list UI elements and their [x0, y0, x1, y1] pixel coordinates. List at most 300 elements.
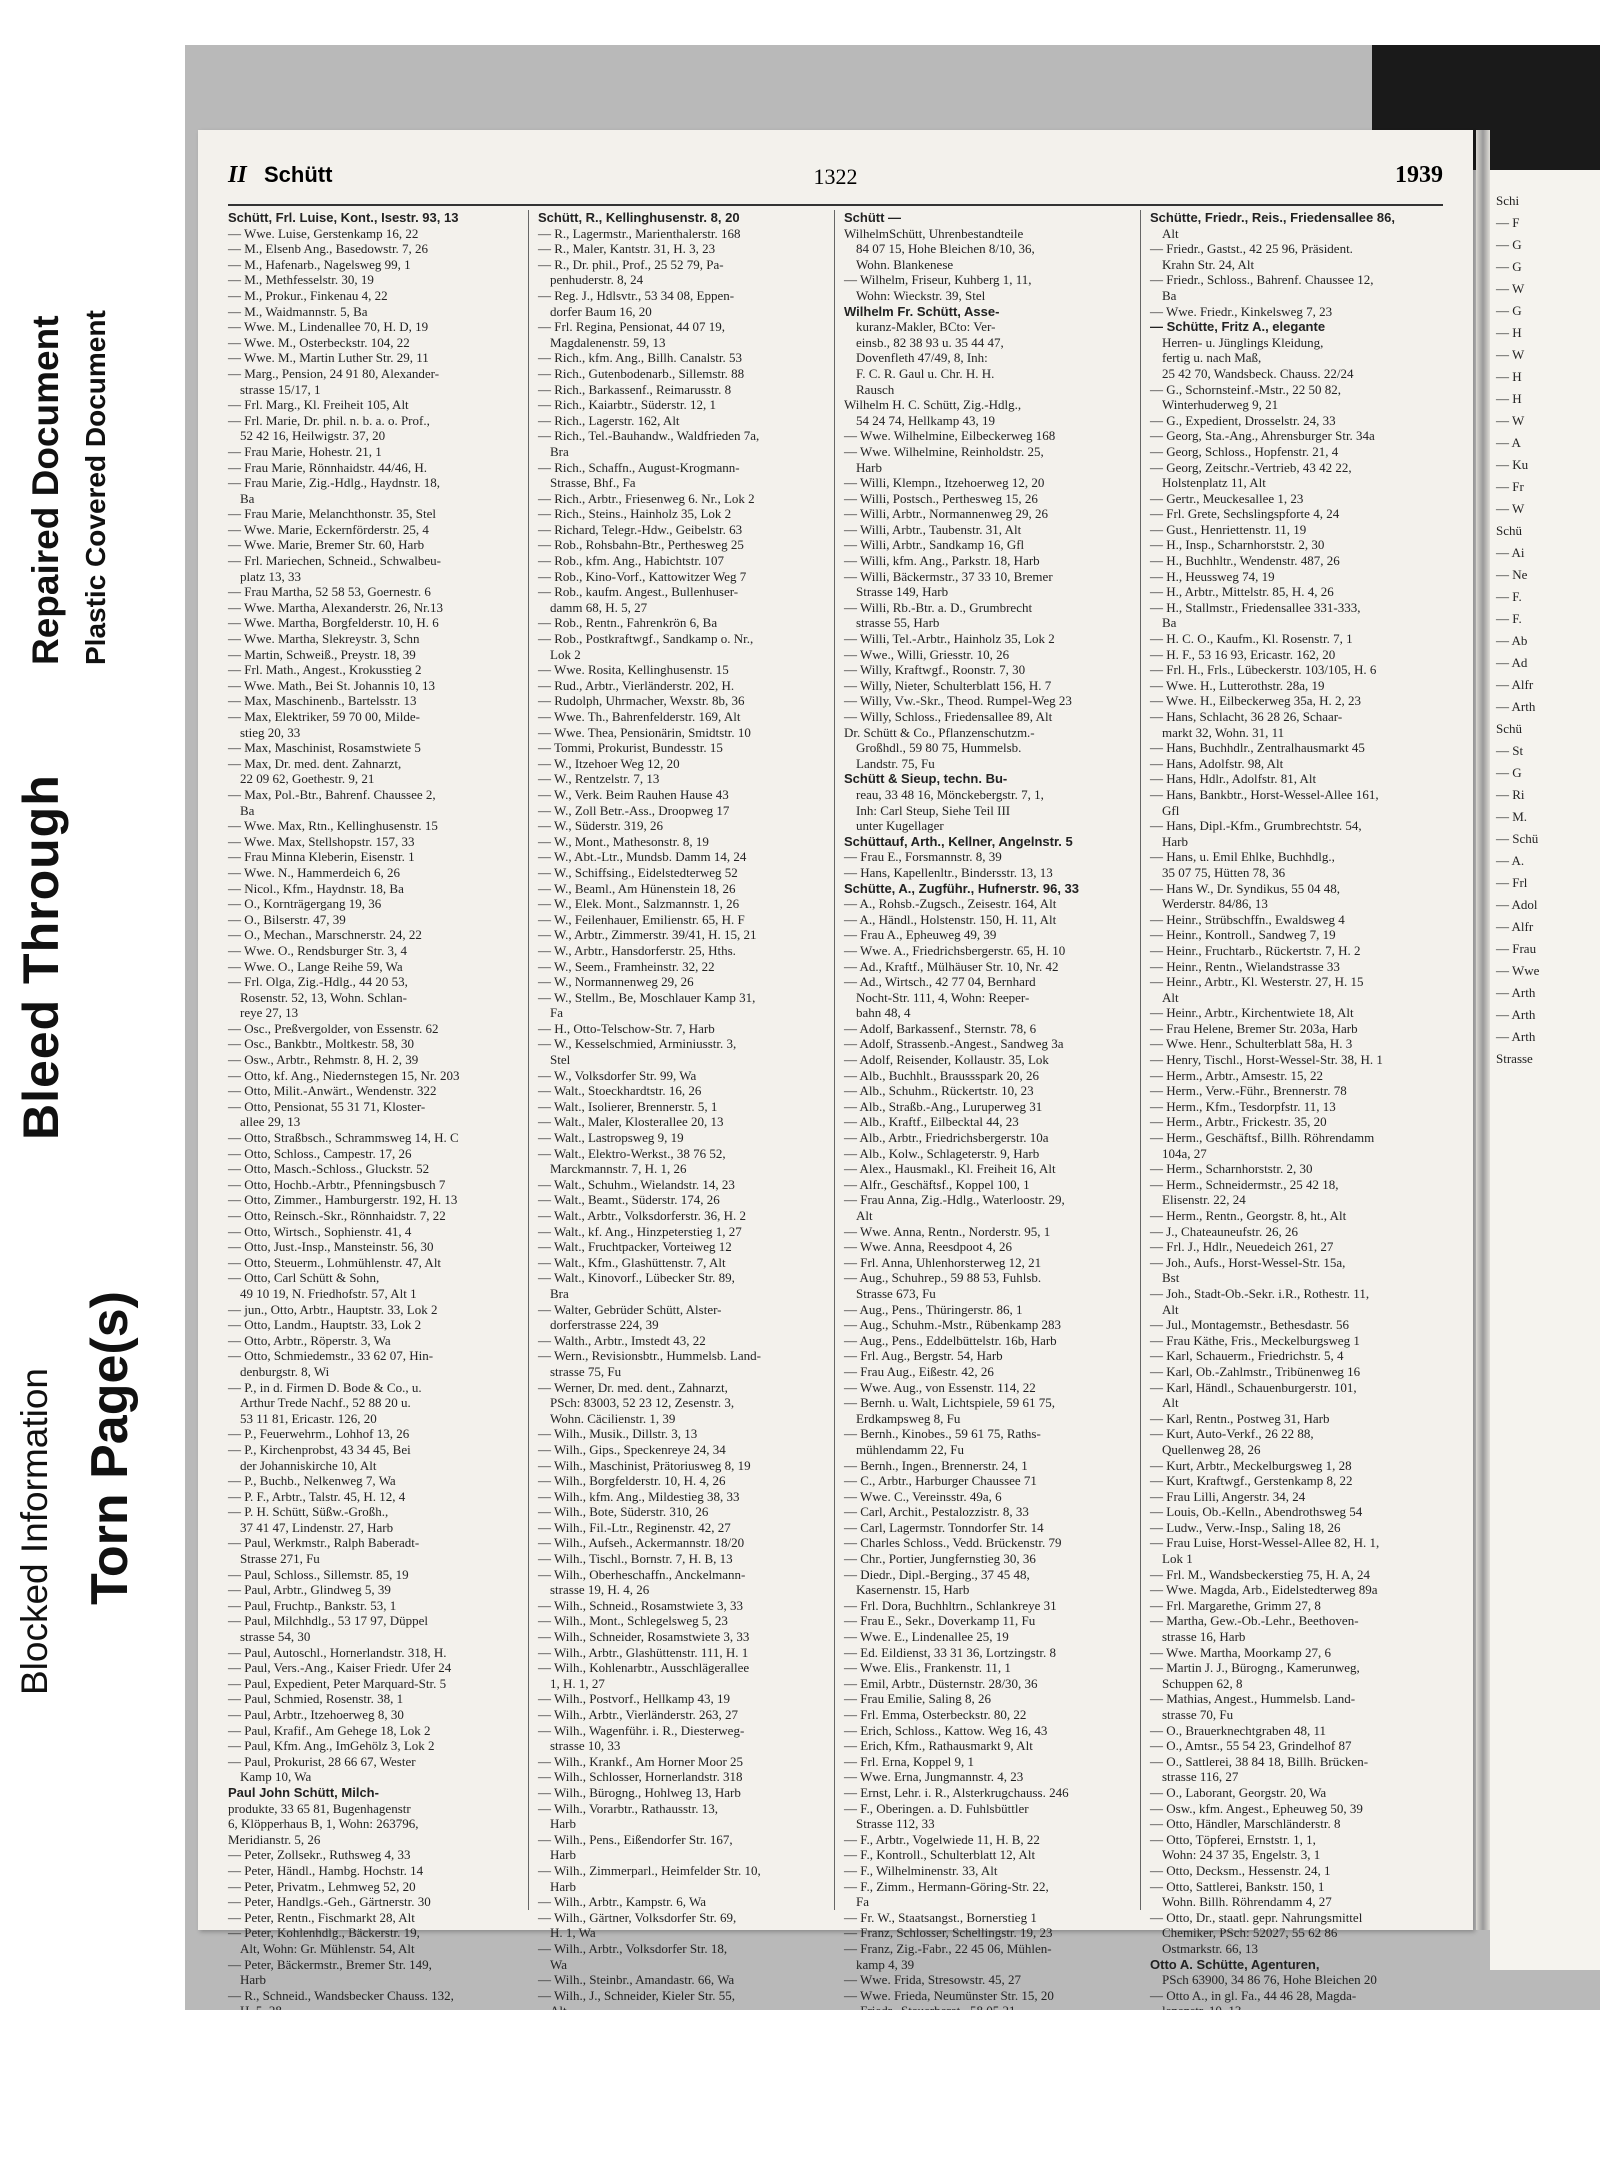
directory-entry: — Rich., Tel.-Bauhandw., Waldfrieden 7a,: [538, 428, 760, 444]
directory-entry: 104a, 27: [1162, 1145, 1207, 1161]
directory-entry: — Frl. Margarethe, Grimm 27, 8: [1150, 1597, 1321, 1613]
facing-page-line: Strasse: [1496, 1051, 1533, 1066]
directory-entry: — Otto, Landm., Hauptstr. 33, Lok 2: [228, 1317, 422, 1333]
directory-entry: — Kurt, Arbtr., Meckelburgsweg 1, 28: [1150, 1457, 1352, 1473]
directory-entry: Quellenweg 28, 26: [1162, 1441, 1261, 1457]
directory-entry: — Wilh., Aufseh., Ackermannstr. 18/20: [538, 1535, 745, 1551]
directory-entry: Wohn. Billh. Röhrendamm 4, 27: [1162, 1894, 1332, 1910]
directory-entry: — Wwe. Rosita, Kellinghusenstr. 15: [538, 662, 729, 678]
directory-entry: — Wilh., Maschinist, Prätoriusweg 8, 19: [538, 1457, 751, 1473]
directory-entry: — W., Zoll Betr.-Ass., Droopweg 17: [538, 802, 730, 818]
directory-entry: — Wwe. Magda, Arb., Eidelstedterweg 89a: [1150, 1582, 1378, 1598]
directory-entry: — Wwe. Aug., von Essenstr. 114, 22: [844, 1379, 1036, 1395]
directory-entry: — Bernh., Kinobes., 59 61 75, Raths-: [844, 1426, 1041, 1442]
directory-entry: — Paul, Prokurist, 28 66 67, Wester: [228, 1753, 416, 1769]
directory-entry: stieg 20, 33: [240, 724, 301, 740]
directory-entry: — Aug., Schuhrep., 59 88 53, Fuhlsb.: [844, 1270, 1042, 1286]
facing-page-line: — F.: [1496, 611, 1522, 626]
directory-entry: Harb: [856, 459, 882, 475]
directory-entry: — H., Stallmstr., Friedensallee 331-333,: [1150, 599, 1361, 615]
directory-entry: Bra: [550, 1285, 569, 1301]
bottom-margin: [0, 2010, 1600, 2177]
directory-entry: Herren- u. Jünglings Kleidung,: [1162, 334, 1324, 350]
directory-entry: — Wwe. H., Lutterothstr. 28a, 19: [1150, 677, 1325, 693]
directory-entry: — Wilh., Schneider, Rosamstwiete 3, 33: [538, 1629, 750, 1645]
directory-entry: — Wilh., Arbtr., Glashüttenstr. 111, H. 1: [538, 1644, 749, 1660]
column-1: [228, 210, 513, 2003]
directory-entry: Schütt, R., Kellinghusenstr. 8, 20: [538, 210, 740, 225]
directory-entry: — Georg, Schloss., Hopfenstr. 21, 4: [1150, 443, 1339, 459]
directory-entry: — Otto A., in gl. Fa., 44 46 28, Magda-: [1150, 1987, 1357, 2003]
directory-entry: — Tommi, Prokurist, Bundesstr. 15: [538, 740, 723, 756]
directory-entry: Ba: [240, 802, 255, 818]
directory-entry: — O., Mechan., Marschnerstr. 24, 22: [228, 927, 422, 943]
directory-entry: — O., Sattlerei, 38 84 18, Billh. Brücken-: [1150, 1753, 1369, 1769]
directory-entry: — H., Otto-Telschow-Str. 7, Harb: [538, 1020, 715, 1036]
facing-page-line: — Wwe: [1496, 963, 1540, 978]
directory-entry: — Willy, Kraftwgf., Roonstr. 7, 30: [844, 662, 1026, 678]
directory-entry: — Carl, Archit., Pestalozzistr. 8, 33: [844, 1504, 1029, 1520]
directory-entry: — H., Heussweg 74, 19: [1150, 568, 1275, 584]
directory-entry: F. C. R. Gaul u. Chr. H. H.: [856, 365, 995, 381]
directory-entry: 25 42 70, Wandsbeck. Chauss. 22/24: [1162, 365, 1354, 381]
directory-entry: Strasse 271, Fu: [240, 1551, 320, 1567]
facing-page-line: — Fr: [1496, 479, 1524, 494]
column-divider: [528, 210, 529, 1910]
directory-entry: — Wilh., Bürogng., Hohlweg 13, Harb: [538, 1784, 741, 1800]
directory-entry: — Wilh., Fil.-Ltr., Reginenstr. 42, 27: [538, 1519, 731, 1535]
directory-entry: — Willi, Arbtr., Normannenweg 29, 26: [844, 506, 1048, 522]
directory-entry: Wa: [550, 1956, 567, 1972]
directory-entry: — Frl. M., Wandsbeckerstieg 75, H. A, 24: [1150, 1566, 1371, 1582]
directory-entry: — Wwe. Erna, Jungmannstr. 4, 23: [844, 1769, 1024, 1785]
directory-entry: — Wwe. Martha, Slekreystr. 3, Schn: [228, 631, 420, 647]
directory-entry: — Willi, Klempn., Itzehoerweg 12, 20: [844, 475, 1045, 491]
directory-entry: — Hans, Dipl.-Kfm., Grumbrechtstr. 54,: [1150, 818, 1362, 834]
directory-entry: — Peter, Privatm., Lehmweg 52, 20: [228, 1878, 416, 1894]
directory-entry: — Walt., Maler, Klosterallee 20, 13: [538, 1114, 724, 1130]
directory-entry: — Max, Elektriker, 59 70 00, Milde-: [228, 709, 420, 724]
facing-page-line: — H: [1496, 325, 1522, 340]
directory-entry: — Louis, Ob.-Kelln., Abendrothsweg 54: [1150, 1504, 1363, 1520]
facing-page-line: — Ku: [1496, 457, 1529, 472]
directory-entry: — Franz, Schlosser, Schellingstr. 19, 23: [844, 1925, 1053, 1941]
directory-entry: mühlendamm 22, Fu: [856, 1441, 964, 1457]
column-divider: [834, 210, 835, 1910]
directory-entry: Schütt & Sieup, techn. Bu-: [844, 771, 1008, 787]
directory-page: [198, 130, 1473, 2003]
directory-entry: — O., Brauerknechtgraben 48, 11: [1150, 1722, 1327, 1738]
columns-area: [228, 210, 1443, 2003]
directory-entry: — Herm., Verw.-Führ., Brennerstr. 78: [1150, 1083, 1347, 1099]
directory-entry: — Ernst, Lehr. i. R., Alsterkrugchauss. 246: [844, 1784, 1069, 1800]
directory-entry: — Paul, Autoschl., Hornerlandstr. 318, H.: [228, 1644, 447, 1660]
directory-entry: — Willi, Arbtr., Sandkamp 16, Gfl: [844, 537, 1025, 553]
directory-entry: — Frl. Mariechen, Schneid., Schwalbeu-: [228, 553, 442, 569]
directory-entry: — Frau Helene, Bremer Str. 203a, Harb: [1150, 1020, 1358, 1036]
directory-entry: — Walth., Arbtr., Imstedt 43, 22: [538, 1332, 706, 1348]
directory-entry: — H., Arbtr., Mittelstr. 85, H. 4, 26: [1150, 584, 1334, 600]
facing-page-line: — Frau: [1496, 941, 1537, 956]
directory-entry: — Paul, Expedient, Peter Marquard-Str. 5: [228, 1675, 447, 1691]
directory-entry: — Willy, Nieter, Schulterblatt 156, H. 7: [844, 677, 1052, 693]
directory-entry: — W., Arbtr., Hansdorferstr. 25, Hths.: [538, 942, 736, 958]
facing-page-line: — Arth: [1496, 1007, 1536, 1022]
directory-entry: Alt: [1162, 1395, 1179, 1411]
directory-entry: — Osw., kfm. Angest., Epheuweg 50, 39: [1150, 1800, 1363, 1816]
directory-entry: — Martin J. J., Bürogng., Kamerunweg,: [1150, 1660, 1360, 1676]
directory-entry: — Heinr., Rentn., Wielandstrasse 33: [1150, 958, 1340, 974]
directory-entry: — Willi, Rb.-Btr. a. D., Grumbrecht: [844, 599, 1033, 615]
directory-entry: Landstr. 75, Fu: [856, 755, 935, 771]
directory-entry: — Otto, Just.-Insp., Mansteinstr. 56, 30: [228, 1239, 434, 1255]
directory-entry: Dovenfleth 47/49, 8, Inh:: [856, 350, 988, 366]
directory-entry: — Otto, Schloss., Campestr. 17, 26: [228, 1145, 412, 1161]
facing-page-line: — Frl: [1496, 875, 1528, 890]
directory-entry: Fa: [856, 1894, 869, 1910]
directory-entry: reye 27, 13: [240, 1005, 299, 1021]
directory-entry: — Peter, Zollsekr., Ruthsweg 4, 33: [228, 1847, 411, 1863]
directory-entry: Lok 2: [550, 646, 581, 662]
directory-entry: — C., Arbtr., Harburger Chaussee 71: [844, 1473, 1037, 1489]
directory-entry: — Charles Schloss., Vedd. Brückenstr. 79: [844, 1535, 1062, 1551]
directory-entry: — Otto, Milit.-Anwärt., Wendenstr. 322: [228, 1083, 437, 1099]
directory-entry: — Karl, Händl., Schauenburgerstr. 101,: [1150, 1379, 1357, 1395]
directory-entry: Schüttauf, Arth., Kellner, Angelnstr. 5: [844, 833, 1073, 849]
directory-entry: — Reg. J., Hdlsvtr., 53 34 08, Eppen-: [538, 287, 735, 303]
column-divider: [1140, 210, 1141, 1910]
directory-entry: — Paul, Schloss., Sillemstr. 85, 19: [228, 1566, 409, 1582]
directory-entry: — W., Normannenweg 29, 26: [538, 974, 694, 990]
column-4: [1150, 210, 1435, 2003]
directory-entry: — Otto, Arbtr., Röperstr. 3, Wa: [228, 1332, 391, 1348]
directory-entry: dorferstrasse 224, 39: [550, 1317, 659, 1333]
directory-entry: — Willy, Vw.-Skr., Theod. Rumpel-Weg 23: [844, 693, 1072, 709]
facing-page-line: — Adol: [1496, 897, 1538, 912]
directory-entry: — F., Oberingen. a. D. Fuhlsbüttler: [844, 1800, 1029, 1816]
directory-entry: Alt: [1162, 225, 1179, 241]
directory-entry: — Aug., Schuhm.-Mstr., Rübenkamp 283: [844, 1317, 1062, 1333]
facing-page-line: — Arth: [1496, 985, 1536, 1000]
facing-page-line: — H: [1496, 391, 1522, 406]
directory-entry: — Alb., Straßb.-Ang., Luruperweg 31: [844, 1098, 1043, 1114]
directory-entry: — Otto, Pensionat, 55 31 71, Kloster-: [228, 1098, 426, 1114]
directory-entry: — Frl. Dora, Buchhltrn., Schlankreye 31: [844, 1597, 1057, 1613]
directory-entry: — O., Amtsr., 55 54 23, Grindelhof 87: [1150, 1738, 1352, 1754]
directory-entry: — Max, Maschinenb., Bartelsstr. 13: [228, 693, 417, 709]
directory-entry: — Herm., Arbtr., Amsestr. 15, 22: [1150, 1067, 1323, 1083]
facing-page-line: — Ab: [1496, 633, 1528, 648]
directory-entry: — Wwe. Friedr., Kinkelsweg 7, 23: [1150, 303, 1333, 319]
directory-entry: Schütt, Frl. Luise, Kont., Isestr. 93, 13: [228, 210, 459, 225]
directory-entry: — Jul., Montagemstr., Bethesdastr. 56: [1150, 1317, 1349, 1333]
volume-number: II: [228, 162, 247, 188]
directory-entry: — Frau Marie, Hohestr. 21, 1: [228, 443, 382, 459]
directory-entry: Alt: [856, 1208, 873, 1223]
directory-entry: — W., Stellm., Be, Moschlauer Kamp 31,: [538, 989, 756, 1005]
facing-page-line: — Alfr: [1496, 919, 1534, 934]
directory-entry: — Joh., Aufs., Horst-Wessel-Str. 15a,: [1150, 1254, 1346, 1270]
directory-entry: — Martin, Schweiß., Preystr. 18, 39: [228, 646, 416, 662]
directory-entry: — Walt., Schuhm., Wielandstr. 14, 23: [538, 1176, 735, 1192]
directory-entry: — Alb., Schuhm., Rückertstr. 10, 23: [844, 1083, 1034, 1099]
directory-entry: strasse 55, Harb: [856, 615, 940, 631]
directory-entry: — Wilh., Steinbr., Amandastr. 66, Wa: [538, 1972, 735, 1988]
directory-entry: — G., Schornsteinf.-Mstr., 22 50 82,: [1150, 381, 1342, 397]
facing-page-line: — Arth: [1496, 1029, 1536, 1044]
directory-entry: — Heinr., Arbtr., Kirchentwiete 18, Alt: [1150, 1005, 1354, 1021]
directory-entry: — Hans, Buchhdlr., Zentralhausmarkt 45: [1150, 740, 1365, 756]
directory-entry: Erdkampsweg 8, Fu: [856, 1410, 961, 1426]
directory-entry: — Paul, Kfm. Ang., ImGehölz 3, Lok 2: [228, 1738, 435, 1754]
directory-entry: Stel: [550, 1052, 571, 1068]
directory-entry: Holstenplatz 11, Alt: [1162, 475, 1266, 491]
directory-entry: — Werner, Dr. med. dent., Zahnarzt,: [538, 1379, 728, 1395]
directory-entry: — P. H. Schütt, Süßw.-Großh.,: [228, 1504, 389, 1520]
facing-page-line: — W: [1496, 413, 1525, 428]
directory-entry: Alt: [1162, 989, 1179, 1005]
directory-entry: Lok 1: [1162, 1551, 1193, 1567]
directory-entry: — Wwe. Wilhelmine, Reinholdstr. 25,: [844, 443, 1044, 459]
directory-entry: — Frau A., Epheuweg 49, 39: [844, 927, 997, 943]
directory-entry: — Gust., Henriettenstr. 11, 19: [1150, 521, 1307, 537]
directory-entry: — Chr., Portier, Jungfernstieg 30, 36: [844, 1551, 1036, 1567]
directory-entry: — W., Kesselschmied, Arminiusstr. 3,: [538, 1036, 737, 1052]
directory-entry: — Gertr., Meuckesallee 1, 23: [1150, 490, 1304, 506]
directory-entry: — Walt., Stoeckhardtstr. 16, 26: [538, 1083, 702, 1099]
directory-entry: Harb: [550, 1816, 576, 1832]
directory-entry: — Wilh., Arbtr., Kampstr. 6, Wa: [538, 1894, 707, 1910]
header-rule: [228, 204, 1443, 206]
directory-entry: PSch: 83003, 52 23 12, Zesenstr. 3,: [550, 1395, 735, 1411]
directory-entry: — Willi, Postsch., Perthesweg 15, 26: [844, 490, 1038, 506]
directory-entry: denburgstr. 8, Wi: [240, 1363, 330, 1379]
directory-entry: — Heinr., Kontroll., Sandweg 7, 19: [1150, 927, 1336, 943]
directory-entry: — Ad., Kraftf., Mülhäuser Str. 10, Nr. 42: [844, 958, 1059, 974]
directory-entry: Rosenstr. 52, 13, Wohn. Schlan-: [240, 989, 407, 1005]
directory-entry: — F., Arbtr., Vogelwiede 11, H. B, 22: [844, 1831, 1040, 1847]
directory-entry: — Walt., Beamt., Süderstr. 174, 26: [538, 1192, 720, 1208]
directory-entry: Ba: [240, 490, 255, 506]
directory-entry: — Carl, Lagermstr. Tonndorfer Str. 14: [844, 1519, 1044, 1535]
directory-entry: — Otto, Hochb.-Arbtr., Pfenningsbusch 7: [228, 1176, 446, 1192]
directory-entry: — Karl, Schauerm., Friedrichstr. 5, 4: [1150, 1348, 1344, 1364]
directory-entry: — W., Rentzelstr. 7, 13: [538, 771, 660, 787]
directory-entry: Schütt —: [844, 210, 902, 225]
directory-entry: — Frl. Regina, Pensionat, 44 07 19,: [538, 319, 726, 335]
directory-entry: — Wwe. Anna, Rentn., Norderstr. 95, 1: [844, 1223, 1051, 1239]
directory-entry: 35 07 75, Hütten 78, 36: [1162, 864, 1286, 880]
directory-entry: — Wilh., Mont., Schlegelsweg 5, 23: [538, 1613, 728, 1629]
directory-entry: — Rich., Gutenbodenarb., Sillemstr. 88: [538, 365, 745, 381]
directory-entry: — Richard, Telegr.-Hdw., Geibelstr. 63: [538, 521, 743, 537]
directory-entry: — M., Methfesselstr. 30, 19: [228, 272, 374, 288]
facing-page-line: — F.: [1496, 589, 1522, 604]
directory-entry: — jun., Otto, Arbtr., Hauptstr. 33, Lok 2: [228, 1301, 438, 1317]
directory-entry: — Peter, Bäckermstr., Bremer Str. 149,: [228, 1956, 432, 1972]
directory-entry: Otto A. Schütte, Agenturen,: [1150, 1956, 1320, 1972]
label-blocked-information: Blocked Information: [14, 1367, 55, 1695]
directory-entry: — Alb., Kraftf., Eilbecktal 44, 23: [844, 1114, 1019, 1130]
directory-entry: — Karl, Rentn., Postweg 31, Harb: [1150, 1410, 1330, 1426]
directory-entry: 54 24 74, Hellkamp 43, 19: [856, 412, 996, 428]
directory-entry: — H., Buchhltr., Wendenstr. 487, 26: [1150, 553, 1340, 569]
directory-entry: — Rob., Postkraftwgf., Sandkamp o. Nr.,: [538, 631, 754, 647]
directory-entry: — Paul, Werkmstr., Ralph Baberadt-: [228, 1535, 420, 1551]
top-margin: [0, 0, 1600, 45]
directory-entry: — Willi, Bäckermstr., 37 33 10, Bremer: [844, 568, 1053, 584]
directory-entry: — Frau Martha, 52 58 53, Goernestr. 6: [228, 584, 431, 600]
directory-entry: — Osc., Bankbtr., Moltkestr. 58, 30: [228, 1036, 414, 1052]
directory-entry: — Wwe. Martha, Borgfelderstr. 10, H. 6: [228, 615, 439, 631]
directory-entry: — H. F., 53 16 93, Ericastr. 162, 20: [1150, 646, 1336, 662]
directory-entry: — Paul, Vers.-Ang., Kaiser Friedr. Ufer 24: [228, 1660, 452, 1676]
facing-page-line: — Ne: [1496, 567, 1528, 582]
directory-entry: — Wilh., Arbtr., Volksdorfer Str. 18,: [538, 1940, 728, 1956]
directory-entry: — Walt., Arbtr., Volksdorferstr. 36, H. 2: [538, 1208, 747, 1223]
directory-entry: — R., Lagermstr., Marienthalerstr. 168: [538, 225, 741, 241]
directory-entry: — Herm., Kfm., Tesdorpfstr. 11, 13: [1150, 1098, 1336, 1114]
directory-entry: — Rob., Kino-Vorf., Kattowitzer Weg 7: [538, 568, 747, 584]
directory-entry: — Otto, Masch.-Schloss., Gluckstr. 52: [228, 1161, 430, 1177]
directory-entry: — Paul, Milchhdlg., 53 17 97, Düppel: [228, 1613, 429, 1629]
directory-entry: — Wwe. Marie, Bremer Str. 60, Harb: [228, 537, 425, 553]
directory-entry: — Walt., Isolierer, Brennerstr. 5, 1: [538, 1098, 718, 1114]
directory-entry: Wohn. Blankenese: [856, 256, 954, 272]
facing-page-line: — Alfr: [1496, 677, 1534, 692]
directory-entry: — Paul, Schmied, Rosenstr. 38, 1: [228, 1691, 404, 1707]
directory-entry: — M., Hafenarb., Nagelsweg 99, 1: [228, 256, 411, 272]
directory-entry: — G., Expedient, Drosselstr. 24, 33: [1150, 412, 1336, 428]
facing-page-line: — W: [1496, 281, 1525, 296]
directory-entry: — Friedr., Gastst., 42 25 96, Präsident.: [1150, 241, 1353, 257]
directory-entry: Strasse 112, 33: [856, 1816, 935, 1832]
directory-entry: — Heinr., Arbtr., Kl. Westerstr. 27, H. 15: [1150, 974, 1364, 990]
directory-entry: — Ludw., Verw.-Insp., Saling 18, 26: [1150, 1519, 1341, 1535]
directory-entry: — Wwe. Martha, Alexanderstr. 26, Nr.13: [228, 599, 443, 615]
directory-entry: kamp 4, 39: [856, 1956, 915, 1972]
directory-entry: — M., Elsenb Ang., Basedowstr. 7, 26: [228, 241, 429, 257]
directory-entry: kuranz-Makler, BCto: Ver-: [856, 319, 996, 335]
directory-entry: — Wilh., Pens., Eißendorfer Str. 167,: [538, 1831, 733, 1847]
directory-entry: — Rudolph, Uhrmacher, Wexstr. 8b, 36: [538, 693, 745, 709]
label-torn-pages: Torn Page(s): [81, 1291, 139, 1605]
directory-entry: — H. C. O., Kaufm., Kl. Rosenstr. 7, 1: [1150, 631, 1353, 647]
facing-page-line: — W: [1496, 501, 1525, 516]
directory-entry: — Otto, Sattlerei, Bankstr. 150, 1: [1150, 1878, 1325, 1894]
directory-entry: — Otto, Reinsch.-Skr., Rönnhaidstr. 7, 22: [228, 1208, 446, 1223]
directory-entry: platz 13, 33: [240, 568, 302, 584]
directory-entry: — Georg, Sta.-Ang., Ahrensburger Str. 34a: [1150, 428, 1375, 444]
directory-entry: Magdalenenstr. 59, 13: [550, 334, 666, 350]
facing-page-line: — A: [1496, 435, 1521, 450]
directory-entry: Kamp 10, Wa: [240, 1769, 312, 1785]
directory-entry: — Mathias, Angest., Hummelsb. Land-: [1150, 1691, 1356, 1707]
directory-entry: — W., Schiffsing., Eidelstedterweg 52: [538, 864, 738, 880]
directory-entry: — F., Wilhelminenstr. 33, Alt: [844, 1862, 998, 1878]
directory-entry: — F., Kontroll., Schulterblatt 12, Alt: [844, 1847, 1036, 1863]
directory-entry: — Wilh., Borgfelderstr. 10, H. 4, 26: [538, 1473, 726, 1489]
directory-entry: — Heinr., Strübschffn., Ewaldsweg 4: [1150, 911, 1345, 927]
directory-entry: — Rich., Steins., Hainholz 35, Lok 2: [538, 506, 732, 522]
directory-entry: — Frau Marie, Rönnhaidstr. 44/46, H.: [228, 459, 427, 475]
directory-entry: Rausch: [856, 381, 895, 397]
directory-entry: — Franz, Zig.-Fabr., 22 45 06, Mühlen-: [844, 1940, 1052, 1956]
directory-entry: — Rob., Rohsbahn-Btr., Perthesweg 25: [538, 537, 744, 553]
directory-entry: — W., Elek. Mont., Salzmannstr. 1, 26: [538, 896, 740, 912]
directory-entry: — Schütte, Fritz A., elegante: [1150, 319, 1326, 335]
directory-entry: — Adolf, Strassenb.-Angest., Sandweg 3a: [844, 1036, 1064, 1052]
directory-entry: — Frl. Emma, Osterbeckstr. 80, 22: [844, 1707, 1027, 1722]
directory-entry: — Wwe. Henr., Schulterblatt 58a, H. 3: [1150, 1036, 1353, 1052]
directory-entry: — Frl. H., Frls., Lübeckerstr. 103/105, H. 6: [1150, 662, 1377, 678]
column-2: [538, 210, 823, 2003]
directory-entry: — W., Beaml., Am Hünenstein 18, 26: [538, 880, 736, 896]
directory-entry: — Wilh., Gips., Speckenreye 24, 34: [538, 1441, 726, 1457]
directory-entry: — Wwe. M., Martin Luther Str. 29, 11: [228, 350, 429, 366]
directory-entry: — Wwe. M., Osterbeckstr. 104, 22: [228, 334, 410, 350]
facing-page-line: — G: [1496, 765, 1522, 780]
directory-entry: dorfer Baum 16, 20: [550, 303, 652, 319]
directory-entry: — W., Abt.-Ltr., Mundsb. Damm 14, 24: [538, 849, 747, 865]
directory-entry: — Adolf, Reisender, Kollaustr. 35, Lok: [844, 1052, 1049, 1068]
directory-entry: — Paul, Fruchtp., Bankstr. 53, 1: [228, 1597, 397, 1613]
directory-entry: — Alb., Buchhlt., Braussspark 20, 26: [844, 1067, 1039, 1083]
directory-entry: — Rich., Barkassenf., Reimarusstr. 8: [538, 381, 732, 397]
directory-entry: — Wilh., Arbtr., Vierländerstr. 263, 27: [538, 1707, 739, 1722]
directory-entry: — Rud., Arbtr., Vierländerstr. 202, H.: [538, 677, 735, 693]
directory-entry: bahn 48, 4: [856, 1005, 911, 1021]
directory-entry: — Walt., kf. Ang., Hinzpeterstieg 1, 27: [538, 1223, 742, 1239]
directory-entry: — Frau Käthe, Fris., Meckelburgsweg 1: [1150, 1332, 1360, 1348]
directory-entry: — P., Buchb., Nelkenweg 7, Wa: [228, 1473, 396, 1489]
directory-entry: — Walt., Kfm., Glashüttenstr. 7, Alt: [538, 1254, 726, 1270]
directory-entry: Kasernenstr. 15, Harb: [856, 1582, 970, 1598]
directory-entry: — Willi, Arbtr., Taubenstr. 31, Alt: [844, 521, 1022, 537]
page-gutter: [1476, 130, 1490, 1930]
directory-entry: — Wwe. Max, Rtn., Kellinghusenstr. 15: [228, 818, 438, 834]
directory-entry: — Erich, Kfm., Rathausmarkt 9, Alt: [844, 1738, 1033, 1754]
label-bleed-through: Bleed Through: [13, 774, 69, 1140]
page-header: [228, 160, 1443, 200]
directory-entry: — Heinr., Fruchtarb., Rückertstr. 7, H. 2: [1150, 942, 1361, 958]
directory-entry: — Rich., Lagerstr. 162, Alt: [538, 412, 680, 428]
directory-entry: 53 11 81, Ericastr. 126, 20: [240, 1410, 377, 1426]
directory-entry: — R., Dr. phil., Prof., 25 52 79, Pa-: [538, 256, 724, 272]
directory-entry: — Rob., kfm. Ang., Habichtstr. 107: [538, 553, 724, 569]
directory-entry: — Wilh., Gärtner, Volksdorfer Str. 69,: [538, 1909, 737, 1925]
year: 1939: [1395, 162, 1443, 188]
directory-entry: — Max, Pol.-Btr., Bahrenf. Chaussee 2,: [228, 786, 436, 802]
directory-entry: — Paul, Arbtr., Glindweg 5, 39: [228, 1582, 391, 1598]
directory-entry: Chemiker, PSch: 52027, 55 62 86: [1162, 1925, 1338, 1941]
label-plastic-covered-document: Plastic Covered Document: [80, 310, 111, 665]
directory-entry: Wilhelm H. C. Schütt, Zig.-Hdlg.,: [844, 397, 1022, 413]
directory-entry: — Fr. W., Staatsangst., Bornerstieg 1: [844, 1909, 1037, 1925]
directory-entry: einsb., 82 38 93 u. 35 44 47,: [856, 334, 1004, 350]
directory-entry: — P., Kirchenprobst, 43 34 45, Bei: [228, 1441, 411, 1457]
directory-entry: 6, Klöpperhaus B, 1, Wohn: 263796,: [228, 1816, 419, 1832]
directory-entry: — Paul, Arbtr., Itzehoerweg 8, 30: [228, 1707, 404, 1722]
directory-entry: — Wilh., J., Schneider, Kieler Str. 55,: [538, 1987, 735, 2003]
directory-entry: Schuppen 62, 8: [1162, 1675, 1243, 1691]
directory-entry: — Otto, Dr., staatl. gepr. Nahrungsmittel: [1150, 1909, 1363, 1925]
directory-entry: — Osw., Arbtr., Rehmstr. 8, H. 2, 39: [228, 1052, 419, 1068]
directory-entry: — Hans, Kapellenltr., Bindersstr. 13, 13: [844, 864, 1053, 880]
directory-entry: — Wwe. Martha, Moorkamp 27, 6: [1150, 1644, 1332, 1660]
directory-entry: — Max, Maschinist, Rosamstwiete 5: [228, 740, 421, 756]
directory-entry: — Frl. Grete, Sechslingspforte 4, 24: [1150, 506, 1340, 522]
